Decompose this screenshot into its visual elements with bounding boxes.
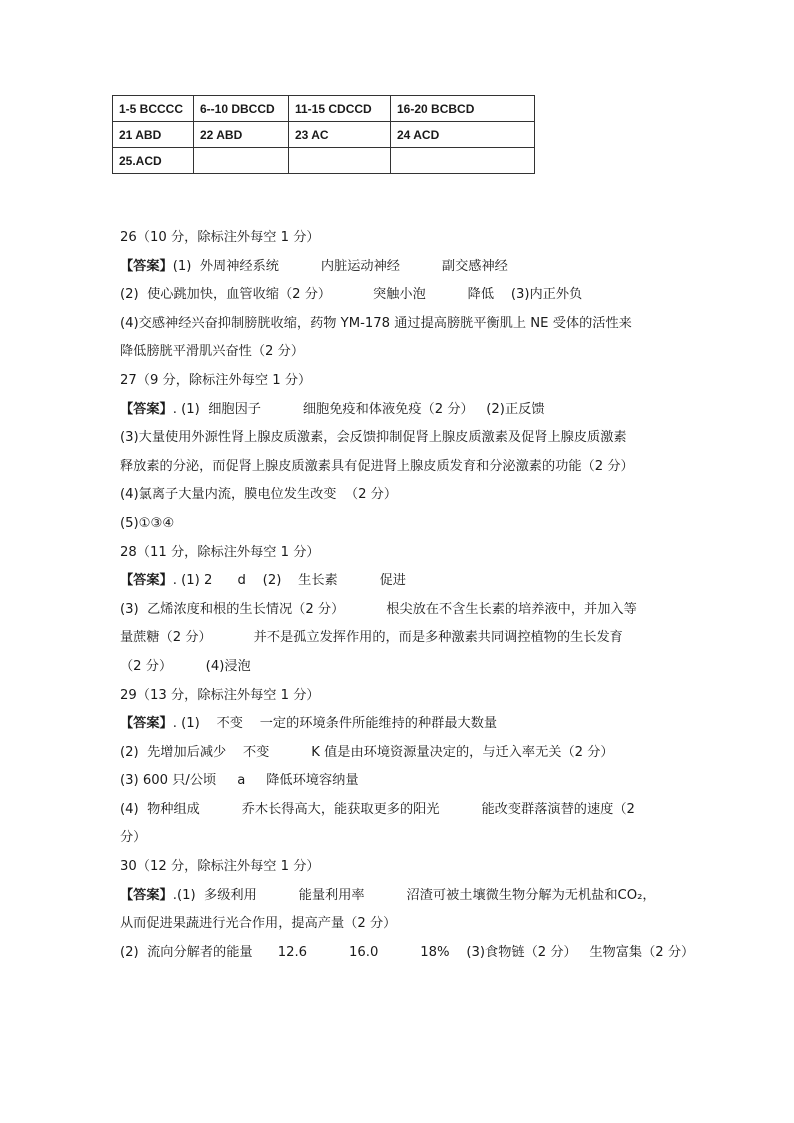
answer-text: (4)氯离子大量内流，膜电位发生改变 （2 分）: [120, 487, 398, 503]
answer-text: (2) 先增加后减少 不变 K 值是由环境资源量决定的，与迁入率无关（2 分）: [120, 744, 614, 760]
answer-content: [120, 224, 700, 967]
answer-text: (3) 乙烯浓度和根的生长情况（2 分） 根尖放在不含生长素的培养液中，并加入等: [120, 601, 637, 617]
answer-text: 分）: [120, 830, 147, 846]
answer-text: (3) 600 只/公顷 a 降低环境容纳量: [120, 773, 359, 789]
table-row: [113, 96, 535, 122]
answer-text: (1) 外周神经系统 内脏运动神经 副交感神经: [172, 258, 508, 274]
answer-text: (3)大量使用外源性肾上腺皮质激素，会反馈抑制促肾上腺皮质激素及促肾上腺皮质激素: [120, 430, 627, 446]
answer-line: [120, 424, 700, 453]
answer-label: 【答案】: [120, 573, 173, 589]
answer-line: [120, 653, 700, 682]
answer-label: 【答案】: [120, 887, 173, 903]
table-cell: 1-5 BCCCC: [113, 96, 194, 122]
answer-text: 降低膀胱平滑肌兴奋性（2 分）: [120, 344, 305, 360]
answer-key-table: [112, 95, 535, 174]
table-cell: 21 ABD: [113, 122, 194, 148]
answer-line: [120, 910, 700, 939]
answer-line: [120, 367, 700, 396]
answer-text: 29（13 分，除标注外每空 1 分）: [120, 687, 320, 703]
answer-text: . (1) 不变 一定的环境条件所能维持的种群最大数量: [172, 716, 498, 732]
answer-line: [120, 281, 700, 310]
table-cell: [194, 148, 289, 174]
answer-line: [120, 853, 700, 882]
answer-line: [120, 796, 700, 825]
answer-text: (2) 流向分解者的能量 12.6 16.0 18% (3)食物链（2 分） 生物富集（2 分）: [120, 944, 695, 960]
answer-line: [120, 453, 700, 482]
answer-line: [120, 624, 700, 653]
table-row: [113, 122, 535, 148]
answer-text: (2) 使心跳加快，血管收缩（2 分） 突触小泡 降低 (3)内正外负: [120, 287, 583, 303]
answer-text: （2 分） (4)浸泡: [120, 658, 251, 674]
answer-line: [120, 310, 700, 339]
answer-text: . (1) 2 d (2) 生长素 促进: [172, 573, 406, 589]
answer-text: 28（11 分，除标注外每空 1 分）: [120, 544, 320, 560]
answer-line: [120, 767, 700, 796]
answer-line: [120, 253, 700, 282]
table-cell: 6--10 DBCCD: [194, 96, 289, 122]
table-cell: [289, 148, 391, 174]
answer-text: 释放素的分泌，而促肾上腺皮质激素具有促进肾上腺皮质发育和分泌激素的功能（2 分）: [120, 458, 634, 474]
answer-line: [120, 596, 700, 625]
answer-line: [120, 882, 700, 911]
answer-text: . (1) 细胞因子 细胞免疫和体液免疫（2 分） (2)正反馈: [172, 401, 545, 417]
answer-line: [120, 682, 700, 711]
answer-line: [120, 567, 700, 596]
answer-line: [120, 710, 700, 739]
table-cell: [391, 148, 535, 174]
answer-label: 【答案】: [120, 258, 173, 274]
answer-line: [120, 510, 700, 539]
answer-line: [120, 824, 700, 853]
answer-text: (4)交感神经兴奋抑制膀胱收缩，药物 YM-178 通过提高膀胱平衡肌上 NE 受体的活性来: [120, 315, 632, 331]
table-cell: 24 ACD: [391, 122, 535, 148]
answer-line: [120, 939, 700, 968]
answer-line: [120, 224, 700, 253]
table-row: [113, 148, 535, 174]
answer-text: 30（12 分，除标注外每空 1 分）: [120, 859, 320, 875]
answer-text: 26（10 分，除标注外每空 1 分）: [120, 230, 320, 245]
answer-text: (4) 物种组成 乔木长得高大，能获取更多的阳光 能改变群落演替的速度（2: [120, 801, 635, 817]
table-cell: 25.ACD: [113, 148, 194, 174]
answer-line: [120, 338, 700, 367]
answer-line: [120, 396, 700, 425]
answer-text: .(1) 多级利用 能量利用率 沼渣可被土壤微生物分解为无机盐和CO₂，: [172, 887, 656, 903]
answer-text: 27（9 分，除标注外每空 1 分）: [120, 372, 312, 388]
answer-line: [120, 481, 700, 510]
table-cell: 22 ABD: [194, 122, 289, 148]
answer-label: 【答案】: [120, 716, 173, 732]
answer-line: [120, 739, 700, 768]
answer-line: [120, 539, 700, 568]
answer-text: (5)①③④: [120, 515, 175, 531]
table-cell: 16-20 BCBCD: [391, 96, 535, 122]
table-cell: 23 AC: [289, 122, 391, 148]
answer-text: 量蔗糖（2 分） 并不是孤立发挥作用的，而是多种激素共同调控植物的生长发育: [120, 630, 623, 646]
answer-key-body: [113, 96, 535, 174]
answer-label: 【答案】: [120, 401, 173, 417]
answer-text: 从而促进果蔬进行光合作用，提高产量（2 分）: [120, 916, 397, 932]
table-cell: 11-15 CDCCD: [289, 96, 391, 122]
